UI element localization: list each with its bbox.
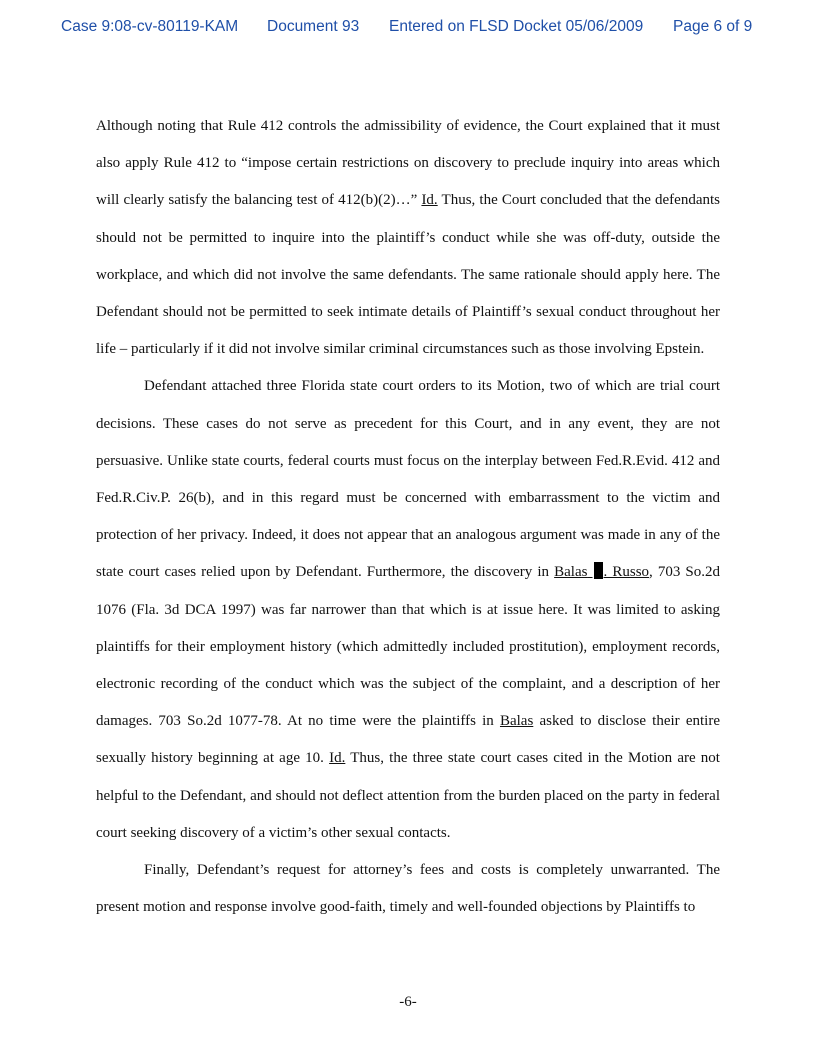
citation-id: Id. xyxy=(329,750,346,767)
document-body xyxy=(96,108,720,926)
page-count: Page 6 of 9 xyxy=(673,18,753,35)
case-citation-balas-russo: Balas . Russo xyxy=(554,564,650,581)
paragraph-3: Finally, Defendant’s request for attorney’s fees and costs is completely unwarranted. The present motion and response involve good-faith, timely and well-founded objections by Plaintiffs to xyxy=(96,862,720,916)
citation-id: Id. xyxy=(421,192,438,209)
docket-header xyxy=(0,18,816,38)
document-number: Document 93 xyxy=(267,18,360,35)
paragraph-1: Although noting that Rule 412 controls the admissibility of evidence, the Court explained that it must also apply Rule 412 to “impose certain restrictions on discovery to preclude inquiry into areas which will clearly satisfy the balancing test of 412(b)(2)…” Id. Thus, the Court concluded that the defendants should not be permitted to inquire into the plaintiff’s conduct while she was off-duty, outside the workplace, and which did not involve the same defendants. The same rationale should apply here. The Defendant should not be permitted to seek intimate details of Plaintiff’s sexual conduct throughout her life – particularly if it did not involve similar criminal circumstances such as those involving Epstein. xyxy=(96,118,720,358)
case-number: Case 9:08-cv-80119-KAM xyxy=(61,18,239,35)
docket-entry-date: Entered on FLSD Docket 05/06/2009 xyxy=(389,18,644,35)
case-citation-balas: Balas xyxy=(499,713,534,730)
paragraph-2: Defendant attached three Florida state court orders to its Motion, two of which are trial court decisions. These cases do not serve as precedent for this Court, and in any event, they are not persuasive. Unlike state courts, federal courts must focus on the interplay between Fed.R.Evid. 412 and Fed.R.Civ.P. 26(b), and in this regard must be concerned with embarrassment to the victim and protection of her privacy. Indeed, it does not appear that an analogous argument was made in any of the state court cases relied upon by Defendant. Furthermore, the discovery in Balas . Russo, 703 So.2d 1076 (Fla. 3d DCA 1997) was far narrower than that which is at issue here. It was limited to asking plaintiffs for their employment history (which admittedly included prostitution), employment records, electronic recording of the conduct which was the subject of the complaint, and a description of her damages. 703 So.2d 1077-78. At no time were the plaintiffs in Balas asked to disclose their entire sexually history beginning at age 10. Id. Thus, the three state court cases cited in the Motion are not helpful to the Defendant, and should not deflect attention from the burden placed on the party in federal court seeking discovery of a victim’s other sexual contacts. xyxy=(96,378,721,841)
redaction-mark xyxy=(594,562,603,579)
page-number: -6- xyxy=(399,994,417,1010)
